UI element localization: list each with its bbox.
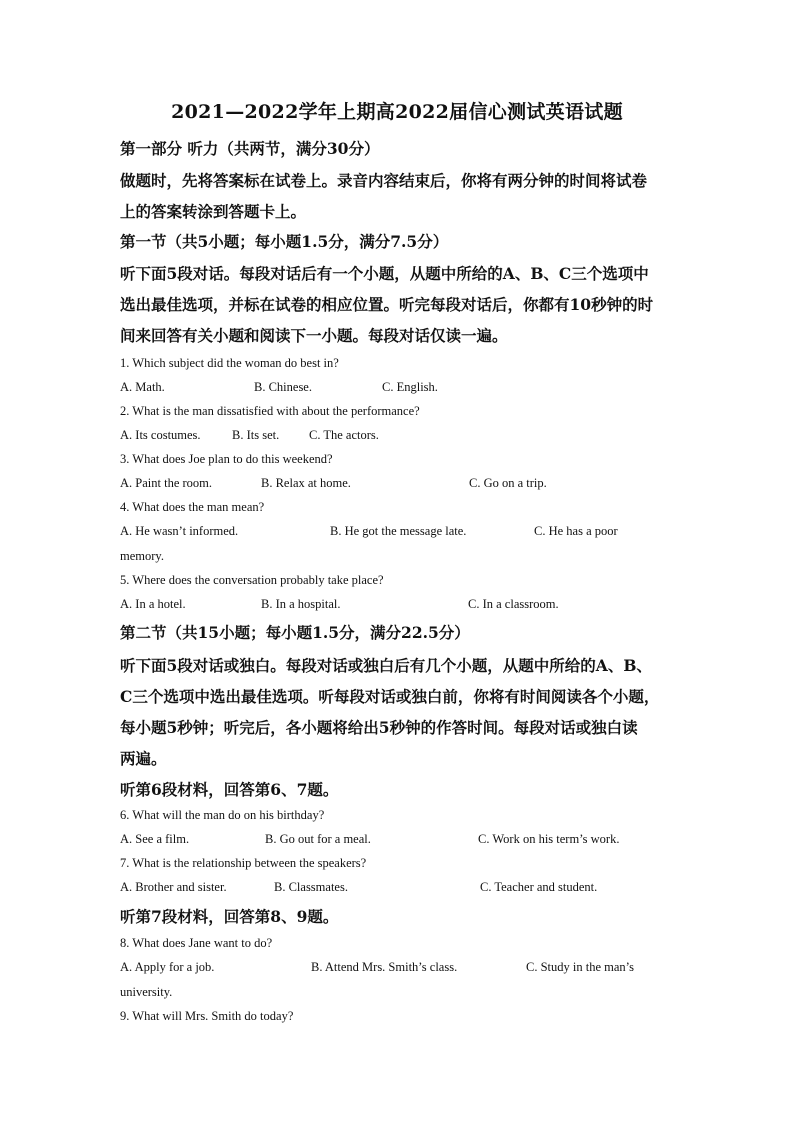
question-text: 6. What will the man do on his birthday? [120,808,325,822]
option-c: C. In a classroom. [468,597,559,611]
option-b: B. In a hospital. [261,597,341,611]
option-b: B. Attend Mrs. Smith’s class. [311,960,458,974]
question-text: 1. Which subject did the woman do best in? [120,356,339,370]
section1-instruction-line: 间来回答有关小题和阅读下一小题。每段对话仅读一遍。 [120,326,508,345]
option-b: B. Chinese. [254,380,312,394]
material-heading: 听第6段材料，回答第6、7题。 [120,780,339,799]
option-c: C. English. [382,380,438,394]
option-c-continuation: memory. [120,549,164,563]
option-a: A. Math. [120,380,165,394]
question-text: 7. What is the relationship between the speakers? [120,856,367,870]
option-c: C. Study in the man’s [526,960,634,974]
section2-instruction [120,650,680,774]
part1-instruction-line: 做题时，先将答案标在试卷上。录音内容结束后，你将有两分钟的时间将试卷 [120,171,648,190]
question-text: 2. What is the man dissatisfied with about the performance? [120,404,420,418]
option-b: B. Classmates. [274,880,348,894]
option-b: B. He got the message late. [330,524,467,538]
question-text: 5. Where does the conversation probably take place? [120,573,384,587]
option-a: A. See a film. [120,832,190,846]
section2-instruction-line: 听下面5段对话或独白。每段对话或独白后有几个小题，从题中所给的A、B、 [120,656,652,675]
section2-instruction-line: C三个选项中选出最佳选项。听每段对话或独白前，你将有时间阅读各个小题， [120,687,660,706]
question-text: 9. What will Mrs. Smith do today? [120,1009,294,1023]
option-b: B. Its set. [232,428,280,442]
option-c: C. He has a poor [534,524,618,538]
part1-instruction [120,165,680,227]
part1-instruction-line: 上的答案转涂到答题卡上。 [120,202,307,221]
option-b: B. Relax at home. [261,476,351,490]
section2-heading: 第二节（共15小题；每小题1.5分，满分22.5分） [120,623,470,642]
question-text: 8. What does Jane want to do? [120,936,273,950]
section2-instruction-line: 两遍。 [120,749,167,768]
option-a: A. Brother and sister. [120,880,227,894]
section1-instruction-line: 选出最佳选项，并标在试卷的相应位置。听完每段对话后，你都有10秒钟的时 [120,295,654,314]
page-title: 2021—2022学年上期高2022届信心测试英语试题 [171,101,623,123]
option-c: C. Teacher and student. [480,880,598,894]
section2-instruction-line: 每小题5秒钟；听完后，各小题将给出5秒钟的作答时间。每段对话或独白读 [120,718,638,737]
option-b: B. Go out for a meal. [265,832,371,846]
part1-heading: 第一部分 听力（共两节，满分30分） [120,139,380,158]
option-c: C. Go on a trip. [469,476,547,490]
material-heading: 听第7段材料，回答第8、9题。 [120,907,339,926]
option-a: A. Its costumes. [120,428,201,442]
option-a: A. Apply for a job. [120,960,215,974]
section1-instruction-line: 听下面5段对话。每段对话后有一个小题，从题中所给的A、B、C三个选项中 [120,264,649,283]
question-text: 3. What does Joe plan to do this weekend? [120,452,333,466]
section1-instruction [120,258,680,351]
option-a: A. Paint the room. [120,476,213,490]
question-text: 4. What does the man mean? [120,500,265,514]
option-a: A. In a hotel. [120,597,186,611]
option-c: C. The actors. [309,428,379,442]
option-c-continuation: university. [120,985,173,999]
section1-heading: 第一节（共5小题；每小题1.5分，满分7.5分） [120,232,449,251]
option-a: A. He wasn’t informed. [120,524,239,538]
option-c: C. Work on his term’s work. [478,832,620,846]
